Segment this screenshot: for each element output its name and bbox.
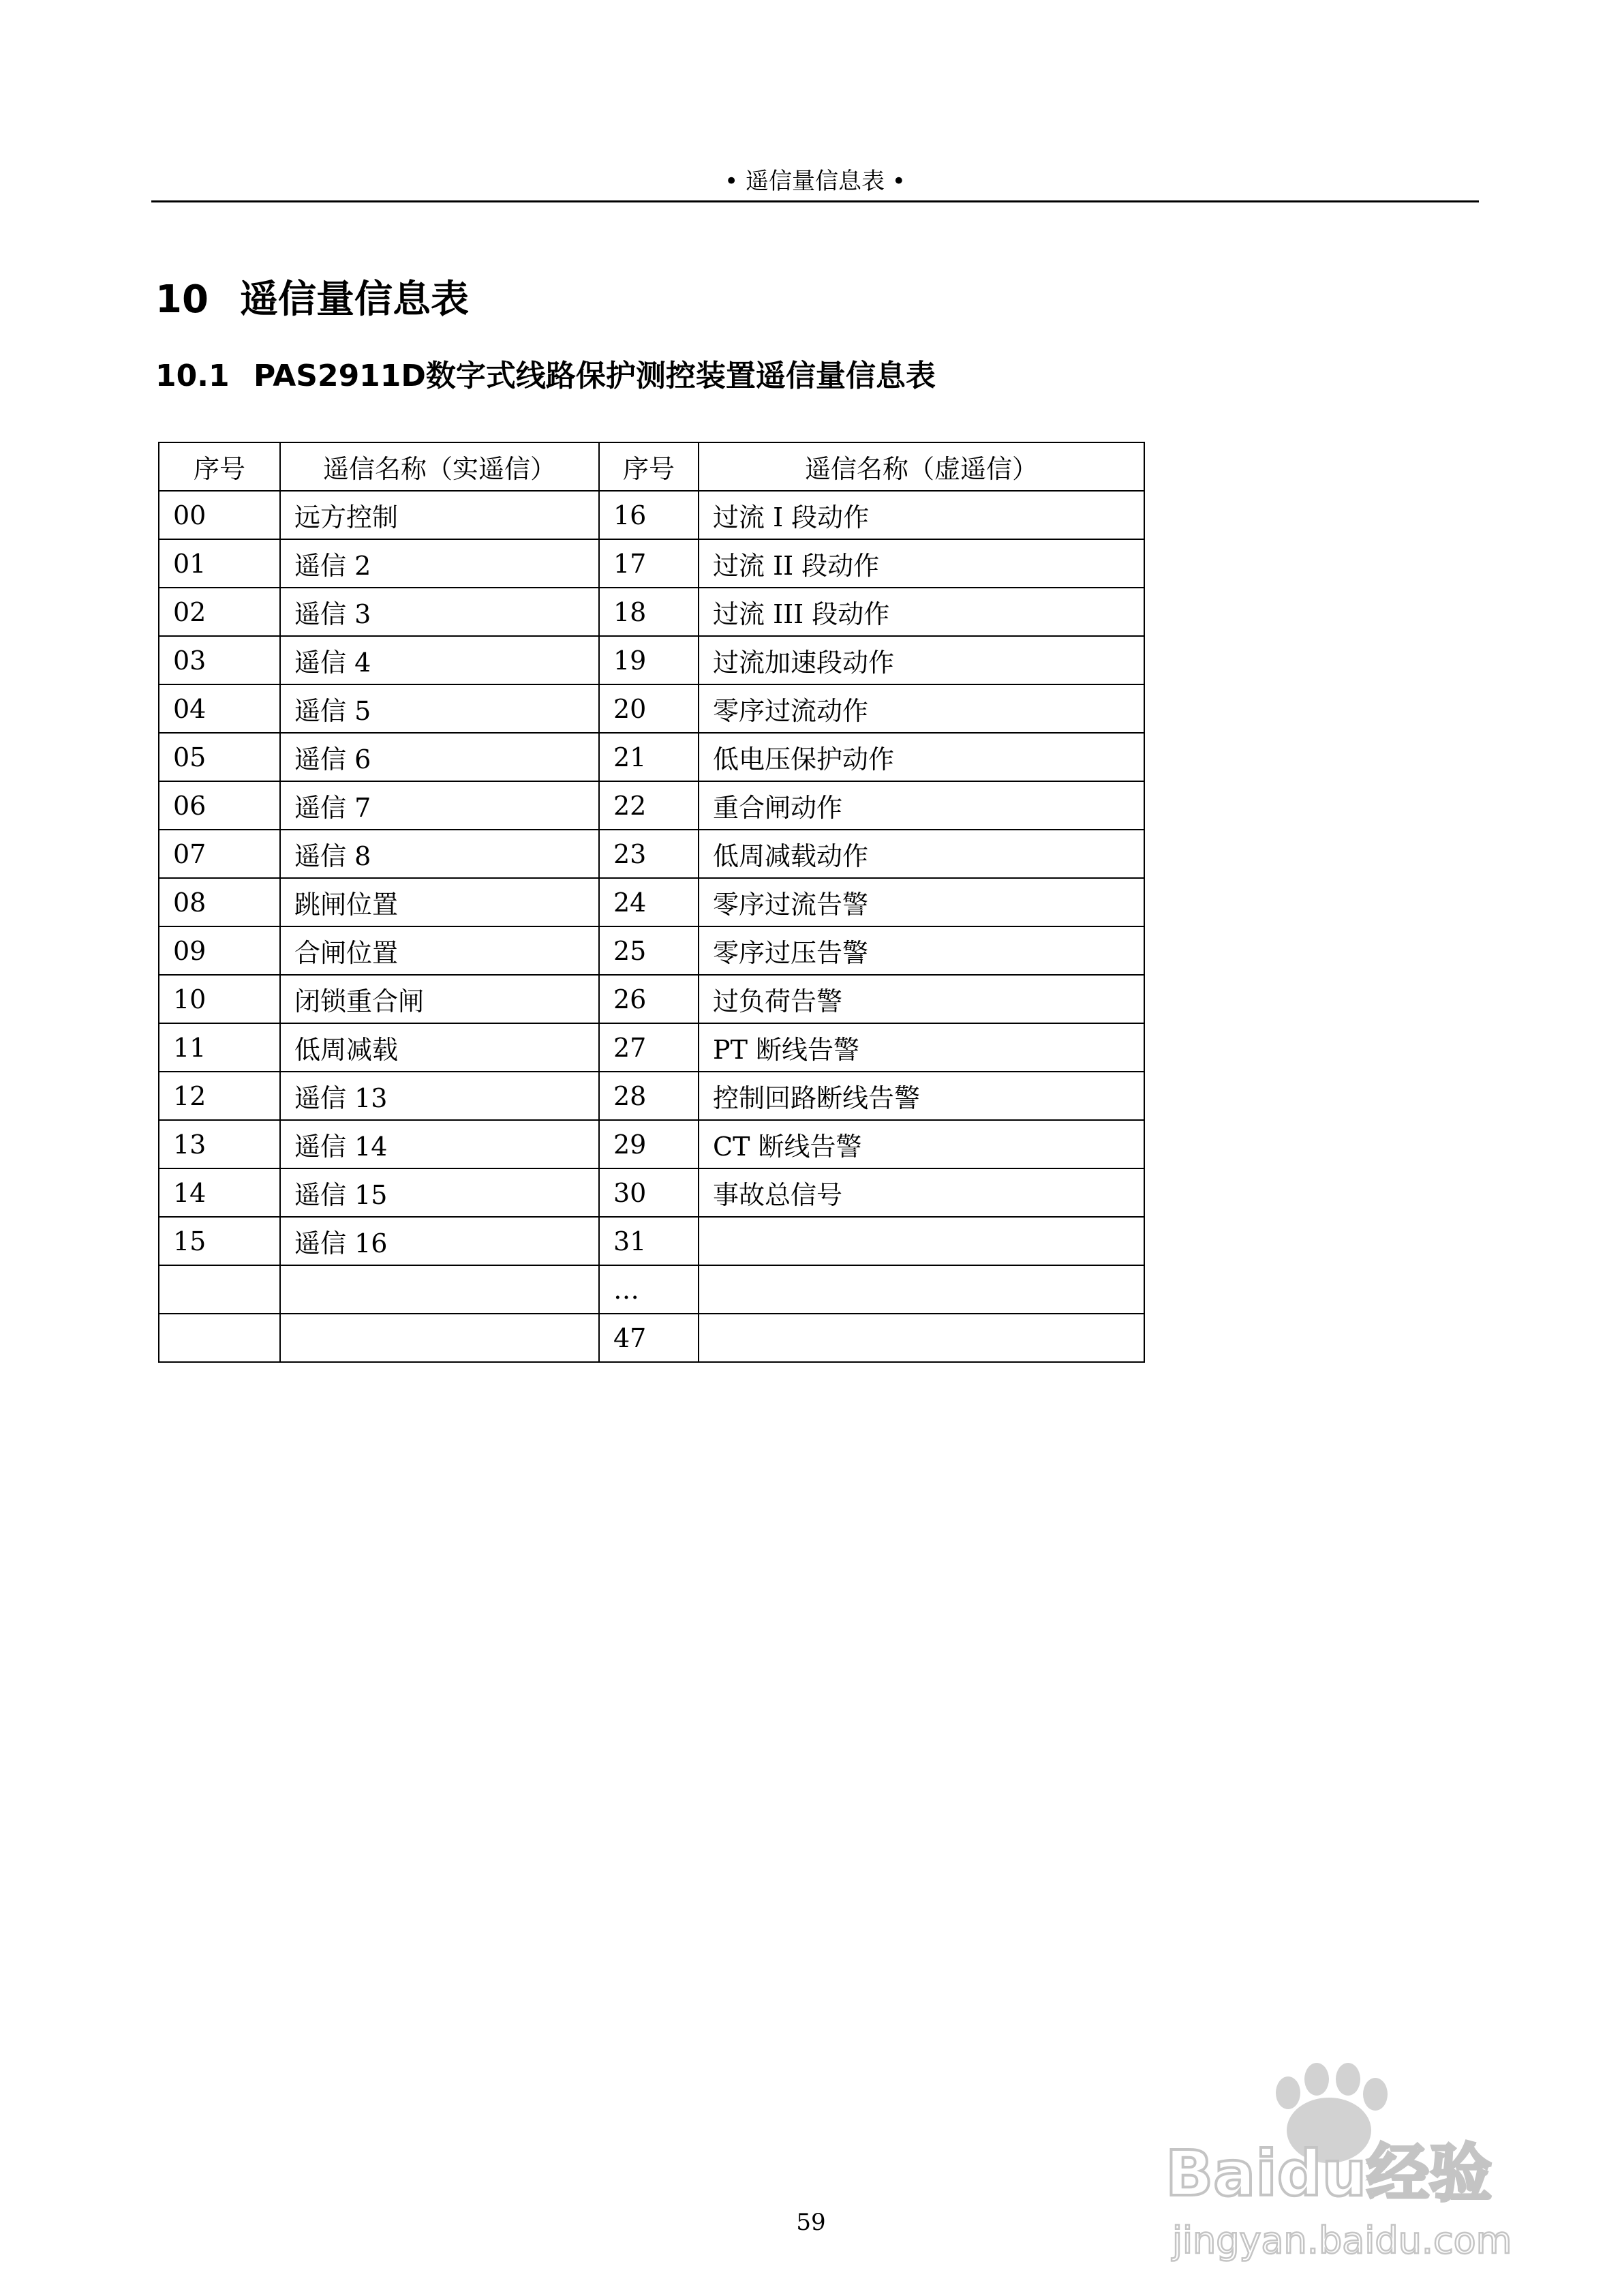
remote-signal-table	[158, 442, 1145, 1363]
real-name-cell: 遥信 6	[280, 733, 599, 781]
virtual-name-cell	[699, 1217, 1144, 1265]
table-row	[159, 1072, 1144, 1120]
virtual-index-cell: 22	[599, 781, 699, 830]
real-name-cell: 遥信 4	[280, 636, 599, 684]
real-index-cell: 14	[159, 1168, 280, 1217]
running-header: • 遥信量信息表 •	[724, 168, 906, 195]
virtual-name-cell: 过流 III 段动作	[699, 588, 1144, 636]
real-name-cell: 合闸位置	[280, 926, 599, 975]
real-index-cell: 12	[159, 1072, 280, 1120]
real-index-cell: 02	[159, 588, 280, 636]
table-row	[159, 1168, 1144, 1217]
virtual-index-cell: 27	[599, 1023, 699, 1072]
virtual-index-cell: 26	[599, 975, 699, 1023]
virtual-name-cell: 过流加速段动作	[699, 636, 1144, 684]
virtual-index-cell: 31	[599, 1217, 699, 1265]
virtual-name-cell: CT 断线告警	[699, 1120, 1144, 1168]
virtual-name-cell	[699, 1265, 1144, 1314]
table-row	[159, 830, 1144, 878]
table-row	[159, 733, 1144, 781]
virtual-index-cell: …	[599, 1265, 699, 1314]
virtual-name-cell: 零序过压告警	[699, 926, 1144, 975]
page-number: 59	[796, 2209, 826, 2236]
subsection-number: 10.1	[155, 359, 230, 393]
virtual-index-cell: 18	[599, 588, 699, 636]
table-row	[159, 1120, 1144, 1168]
virtual-index-cell: 21	[599, 733, 699, 781]
section-title: 遥信量信息表	[240, 277, 469, 322]
header-virtual-name: 遥信名称（虚遥信）	[699, 442, 1144, 491]
section-heading	[155, 273, 469, 327]
virtual-index-cell: 20	[599, 684, 699, 733]
header-virtual-index: 序号	[599, 442, 699, 491]
real-index-cell: 07	[159, 830, 280, 878]
virtual-name-cell: 低电压保护动作	[699, 733, 1144, 781]
real-name-cell: 遥信 2	[280, 539, 599, 588]
header-rule	[151, 200, 1479, 202]
virtual-name-cell: 零序过流动作	[699, 684, 1144, 733]
real-name-cell: 遥信 13	[280, 1072, 599, 1120]
real-index-cell: 03	[159, 636, 280, 684]
real-index-cell: 00	[159, 491, 280, 539]
virtual-name-cell: 控制回路断线告警	[699, 1072, 1144, 1120]
virtual-name-cell: 零序过流告警	[699, 878, 1144, 926]
real-name-cell	[280, 1265, 599, 1314]
subsection-title: PAS2911D数字式线路保护测控装置遥信量信息表	[254, 359, 936, 393]
virtual-name-cell: 过负荷告警	[699, 975, 1144, 1023]
real-index-cell: 06	[159, 781, 280, 830]
table-row	[159, 491, 1144, 539]
table-row	[159, 684, 1144, 733]
virtual-name-cell: 重合闸动作	[699, 781, 1144, 830]
header-real-name: 遥信名称（实遥信）	[280, 442, 599, 491]
real-index-cell: 05	[159, 733, 280, 781]
real-name-cell: 跳闸位置	[280, 878, 599, 926]
real-name-cell: 遥信 14	[280, 1120, 599, 1168]
table-row	[159, 926, 1144, 975]
real-name-cell: 遥信 5	[280, 684, 599, 733]
table-row	[159, 1265, 1144, 1314]
virtual-index-cell: 24	[599, 878, 699, 926]
real-index-cell: 04	[159, 684, 280, 733]
virtual-index-cell: 29	[599, 1120, 699, 1168]
real-index-cell: 15	[159, 1217, 280, 1265]
real-index-cell: 10	[159, 975, 280, 1023]
watermark-brand: Baidu经验	[1165, 2137, 1493, 2210]
virtual-index-cell: 47	[599, 1314, 699, 1362]
baidu-jingyan-watermark	[1159, 2059, 1540, 2263]
table-row	[159, 1217, 1144, 1265]
table-row	[159, 588, 1144, 636]
table-row	[159, 878, 1144, 926]
virtual-index-cell: 28	[599, 1072, 699, 1120]
real-name-cell: 遥信 16	[280, 1217, 599, 1265]
real-name-cell: 遥信 15	[280, 1168, 599, 1217]
real-name-cell: 遥信 3	[280, 588, 599, 636]
virtual-index-cell: 16	[599, 491, 699, 539]
real-index-cell	[159, 1265, 280, 1314]
virtual-name-cell: 过流 I 段动作	[699, 491, 1144, 539]
real-index-cell: 11	[159, 1023, 280, 1072]
real-index-cell: 09	[159, 926, 280, 975]
virtual-name-cell: 低周减载动作	[699, 830, 1144, 878]
table-row	[159, 636, 1144, 684]
virtual-index-cell: 17	[599, 539, 699, 588]
table-row	[159, 539, 1144, 588]
virtual-name-cell	[699, 1314, 1144, 1362]
real-name-cell: 闭锁重合闸	[280, 975, 599, 1023]
virtual-index-cell: 25	[599, 926, 699, 975]
virtual-name-cell: PT 断线告警	[699, 1023, 1144, 1072]
watermark-url: jingyan.baidu.com	[1172, 2219, 1512, 2262]
real-name-cell: 遥信 7	[280, 781, 599, 830]
table-row	[159, 1314, 1144, 1362]
real-index-cell: 13	[159, 1120, 280, 1168]
real-name-cell	[280, 1314, 599, 1362]
virtual-index-cell: 19	[599, 636, 699, 684]
real-index-cell: 01	[159, 539, 280, 588]
table-header-row	[159, 442, 1144, 491]
section-number: 10	[155, 277, 209, 322]
virtual-index-cell: 30	[599, 1168, 699, 1217]
virtual-index-cell: 23	[599, 830, 699, 878]
table-body	[159, 491, 1144, 1362]
subsection-heading	[155, 354, 936, 398]
real-index-cell	[159, 1314, 280, 1362]
real-index-cell: 08	[159, 878, 280, 926]
virtual-name-cell: 过流 II 段动作	[699, 539, 1144, 588]
table-row	[159, 1023, 1144, 1072]
real-name-cell: 低周减载	[280, 1023, 599, 1072]
virtual-name-cell: 事故总信号	[699, 1168, 1144, 1217]
header-real-index: 序号	[159, 442, 280, 491]
real-name-cell: 遥信 8	[280, 830, 599, 878]
real-name-cell: 远方控制	[280, 491, 599, 539]
table-row	[159, 781, 1144, 830]
table-row	[159, 975, 1144, 1023]
